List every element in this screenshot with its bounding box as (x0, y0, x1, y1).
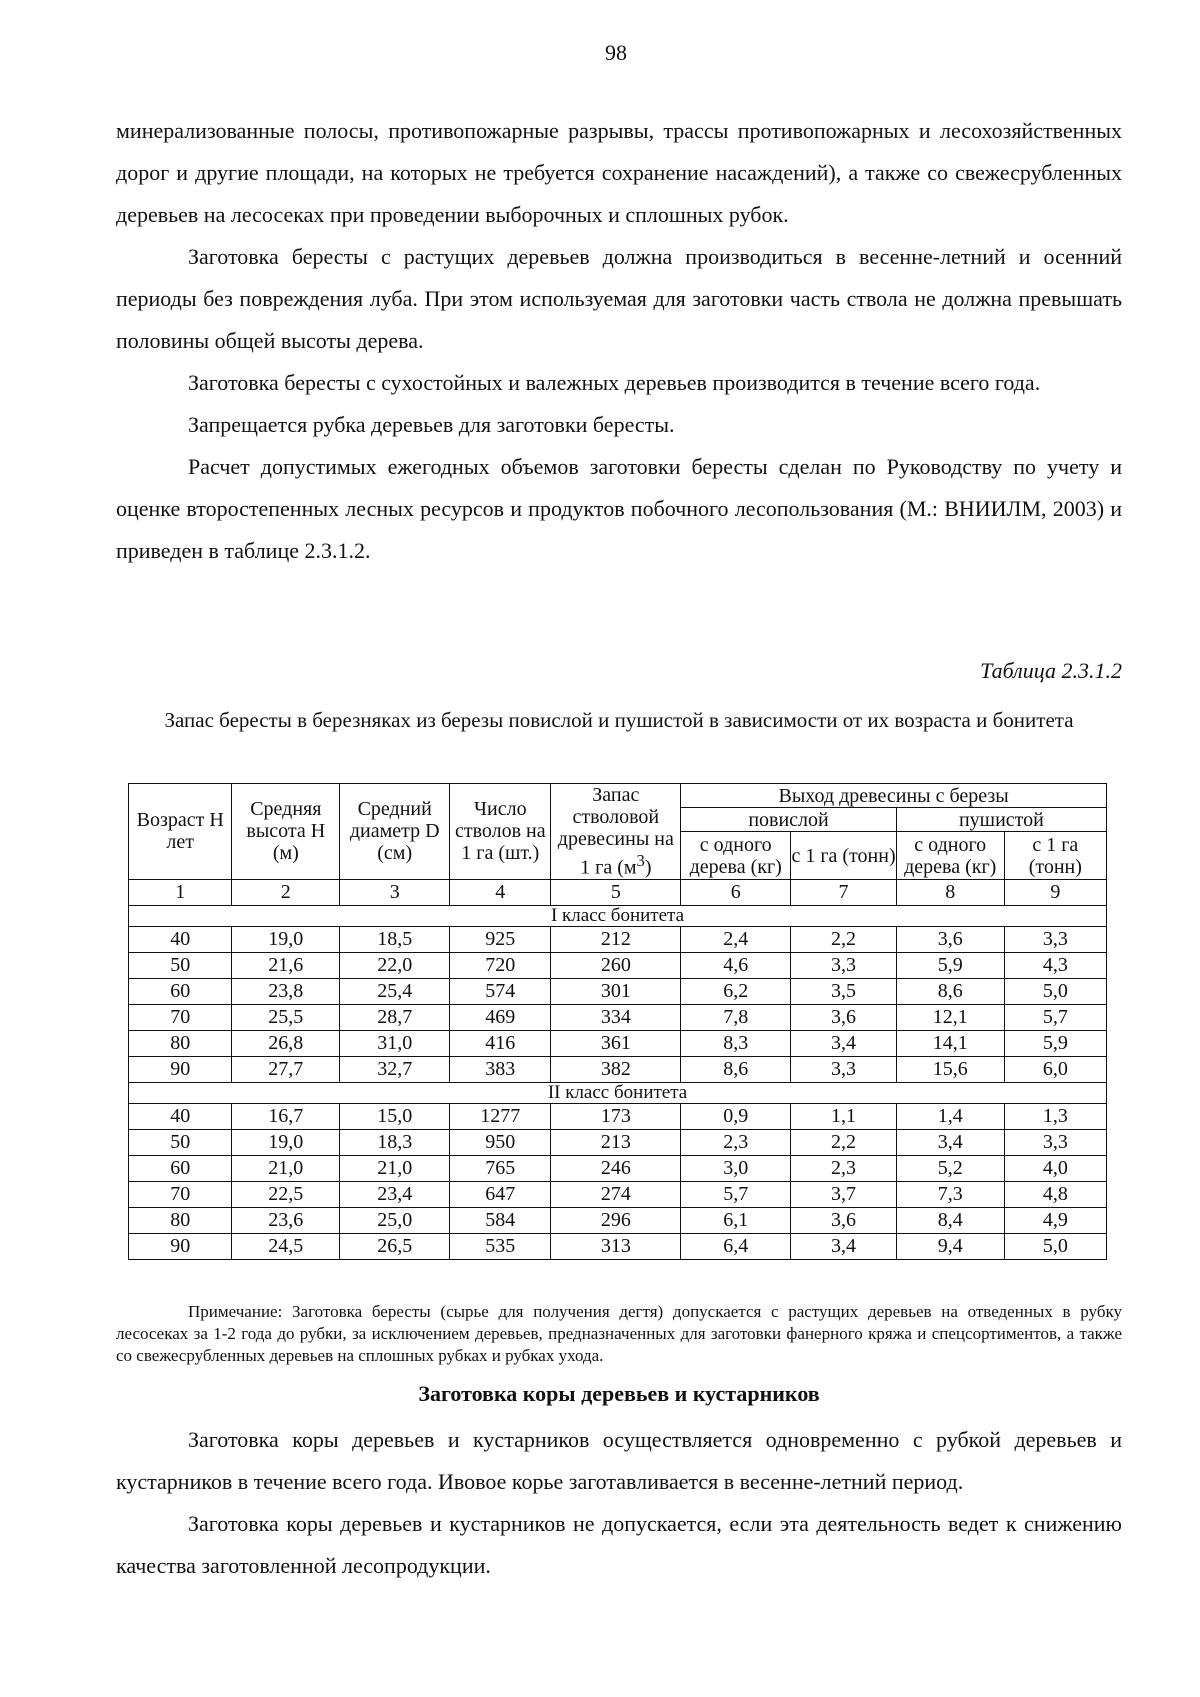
table-cell: 416 (450, 1030, 551, 1056)
table-cell: 12,1 (896, 1004, 1004, 1030)
table-cell: 40 (129, 1103, 232, 1129)
column-number: 7 (791, 879, 897, 905)
table-cell: 8,6 (681, 1056, 791, 1082)
table-cell: 18,5 (340, 926, 450, 952)
table-cell: 361 (551, 1030, 681, 1056)
table-cell: 469 (450, 1004, 551, 1030)
table-cell: 16,7 (232, 1103, 340, 1129)
table-cell: 21,0 (340, 1155, 450, 1181)
table-cell: 6,0 (1004, 1056, 1106, 1082)
table-cell: 1,1 (791, 1103, 897, 1129)
table-cell: 313 (551, 1233, 681, 1259)
table-row (129, 1030, 1107, 1056)
table-cell: 6,1 (681, 1207, 791, 1233)
paragraph: Заготовка бересты с сухостойных и валежных деревьев производится в течение всего года. (188, 370, 1041, 395)
table-cell: 7,8 (681, 1004, 791, 1030)
table-cell: 647 (450, 1181, 551, 1207)
table-cell: 3,7 (791, 1181, 897, 1207)
table-cell: 4,0 (1004, 1155, 1106, 1181)
table-cell: 1,4 (896, 1103, 1004, 1129)
table-cell: 70 (129, 1004, 232, 1030)
table-cell: 25,4 (340, 978, 450, 1004)
table-cell: 31,0 (340, 1030, 450, 1056)
table-row (129, 1004, 1107, 1030)
table-cell: 8,4 (896, 1207, 1004, 1233)
table-cell: 3,3 (1004, 926, 1106, 952)
table-cell: 3,0 (681, 1155, 791, 1181)
table-row (129, 1181, 1107, 1207)
header-stock-superscript: 3 (636, 851, 645, 870)
table-cell: 9,4 (896, 1233, 1004, 1259)
table-cell: 70 (129, 1181, 232, 1207)
table-cell: 925 (450, 926, 551, 952)
table-cell: 765 (450, 1155, 551, 1181)
table-cell: 22,5 (232, 1181, 340, 1207)
paragraph: Заготовка коры деревьев и кустарников осуществляется одновременно с рубкой деревьев и кустарников в течение всего года. Ивовое корье заготавливается в весенне-летний период. (116, 1427, 1122, 1494)
table-header (129, 784, 1107, 880)
column-number: 1 (129, 879, 232, 905)
table-cell: 24,5 (232, 1233, 340, 1259)
header-stems: Число стволов на 1 га (шт.) (450, 784, 551, 880)
table-cell: 6,2 (681, 978, 791, 1004)
table-cell: 3,5 (791, 978, 897, 1004)
table-cell: 274 (551, 1181, 681, 1207)
table-cell: 22,0 (340, 952, 450, 978)
table-cell: 3,4 (896, 1129, 1004, 1155)
table-cell: 5,7 (1004, 1004, 1106, 1030)
table-cell: 14,1 (896, 1030, 1004, 1056)
table-row (129, 1155, 1107, 1181)
table-cell: 4,3 (1004, 952, 1106, 978)
header-diameter: Средний диаметр D (см) (340, 784, 450, 880)
table-row (129, 1233, 1107, 1259)
table-cell: 26,8 (232, 1030, 340, 1056)
table-cell: 2,3 (681, 1129, 791, 1155)
table-cell: 383 (450, 1056, 551, 1082)
section-title: II класс бонитета (129, 1082, 1107, 1103)
table-cell: 80 (129, 1207, 232, 1233)
table-cell: 40 (129, 926, 232, 952)
table-cell: 535 (450, 1233, 551, 1259)
table-cell: 213 (551, 1129, 681, 1155)
table-cell: 5,0 (1004, 1233, 1106, 1259)
header-per-ha: с 1 га (тонн) (1004, 832, 1106, 879)
table-row (129, 926, 1107, 952)
table-note: Примечание: Заготовка бересты (сырье для получения дегтя) допускается с растущих деревьев на отведенных в рубку лесосеках за 1-2 года до рубки, за исключением деревьев, предназначенных для заготовки фанерного кряжа и спецсортиментов, а также со свежесрубленных деревьев на сплошных рубках и рубках ухода. (116, 1302, 1122, 1365)
table-cell: 26,5 (340, 1233, 450, 1259)
table-cell: 4,8 (1004, 1181, 1106, 1207)
table-cell: 4,6 (681, 952, 791, 978)
table-cell: 574 (450, 978, 551, 1004)
table-cell: 19,0 (232, 1129, 340, 1155)
table-cell: 19,0 (232, 926, 340, 952)
header-height: Средняя высота Н (м) (232, 784, 340, 880)
table-cell: 8,6 (896, 978, 1004, 1004)
table-cell: 5,0 (1004, 978, 1106, 1004)
header-pendula: повислой (681, 808, 897, 832)
table-body (129, 879, 1107, 1259)
table-cell: 212 (551, 926, 681, 952)
table-cell: 173 (551, 1103, 681, 1129)
table-cell: 18,3 (340, 1129, 450, 1155)
table-cell: 21,6 (232, 952, 340, 978)
table-row (129, 1103, 1107, 1129)
table-cell: 334 (551, 1004, 681, 1030)
table-cell: 5,2 (896, 1155, 1004, 1181)
table-cell: 3,6 (791, 1207, 897, 1233)
table-label: Таблица 2.3.1.2 (980, 658, 1122, 683)
table-cell: 301 (551, 978, 681, 1004)
table-cell: 60 (129, 978, 232, 1004)
table-cell: 5,9 (1004, 1030, 1106, 1056)
table-row (129, 1207, 1107, 1233)
column-number: 3 (340, 879, 450, 905)
column-number: 8 (896, 879, 1004, 905)
table-cell: 25,5 (232, 1004, 340, 1030)
header-per-ha: с 1 га (тонн) (791, 832, 897, 879)
table-row (129, 1056, 1107, 1082)
column-number: 5 (551, 879, 681, 905)
header-stock-text: Запас стволовой древесины на 1 га (м (557, 784, 674, 879)
table-cell: 27,7 (232, 1056, 340, 1082)
table-caption: Запас бересты в березняках из березы повислой и пушистой в зависимости от их возраста и бонитета (164, 708, 1074, 732)
section-heading: Заготовка коры деревьев и кустарников (418, 1381, 820, 1406)
table-cell: 3,3 (791, 1056, 897, 1082)
table-row (129, 952, 1107, 978)
table-cell: 3,4 (791, 1233, 897, 1259)
table-cell: 7,3 (896, 1181, 1004, 1207)
table-cell: 15,0 (340, 1103, 450, 1129)
paragraph: Расчет допустимых ежегодных объемов заготовки бересты сделан по Руководству по учету и оценке второстепенных лесных ресурсов и продуктов побочного лесопользования (М.: ВНИИЛМ, 2003) и приведен в таблице 2.3.1.2. (116, 454, 1122, 563)
table-cell: 2,4 (681, 926, 791, 952)
table-cell: 6,4 (681, 1233, 791, 1259)
table-cell: 4,9 (1004, 1207, 1106, 1233)
paragraph: минерализованные полосы, противопожарные разрывы, трассы противопожарных и лесохозяйственных дорог и другие площади, на которых не требуется сохранение насаждений), а также со свежесрубленных деревьев на лесосеках при проведении выборочных и сплошных рубок. (116, 118, 1122, 227)
table-cell: 2,2 (791, 926, 897, 952)
table-cell: 15,6 (896, 1056, 1004, 1082)
table-cell: 32,7 (340, 1056, 450, 1082)
table-cell: 584 (450, 1207, 551, 1233)
table-cell: 8,3 (681, 1030, 791, 1056)
table-cell: 23,6 (232, 1207, 340, 1233)
table-cell: 80 (129, 1030, 232, 1056)
section-title: I класс бонитета (129, 905, 1107, 926)
table-cell: 25,0 (340, 1207, 450, 1233)
table-cell: 5,9 (896, 952, 1004, 978)
table-cell: 50 (129, 952, 232, 978)
header-stock-close: ) (644, 856, 652, 879)
table-cell: 1,3 (1004, 1103, 1106, 1129)
table-cell: 2,2 (791, 1129, 897, 1155)
table-cell: 3,4 (791, 1030, 897, 1056)
data-table (128, 783, 1107, 1260)
table-cell: 260 (551, 952, 681, 978)
table-cell: 3,3 (791, 952, 897, 978)
section-row (129, 1082, 1107, 1103)
header-age: Возраст Н лет (129, 784, 232, 880)
header-per-tree: с одного дерева (кг) (681, 832, 791, 879)
table-cell: 296 (551, 1207, 681, 1233)
table-cell: 60 (129, 1155, 232, 1181)
table-row (129, 978, 1107, 1004)
table-row (129, 1129, 1107, 1155)
table-cell: 0,9 (681, 1103, 791, 1129)
header-stock (551, 784, 681, 880)
header-per-tree: с одного дерева (кг) (896, 832, 1004, 879)
table-cell: 720 (450, 952, 551, 978)
header-pubescens: пушистой (896, 808, 1106, 832)
column-number: 6 (681, 879, 791, 905)
table-cell: 23,4 (340, 1181, 450, 1207)
table-cell: 3,6 (896, 926, 1004, 952)
table-cell: 382 (551, 1056, 681, 1082)
column-number: 2 (232, 879, 340, 905)
page-number: 98 (605, 40, 627, 65)
column-number: 4 (450, 879, 551, 905)
column-number: 9 (1004, 879, 1106, 905)
paragraph: Заготовка бересты с растущих деревьев должна производиться в весенне-летний и осенний периоды без повреждения луба. При этом используемая для заготовки часть ствола не должна превышать половины общей высоты дерева. (116, 244, 1122, 353)
header-yield: Выход древесины с березы (681, 784, 1107, 808)
table-cell: 3,3 (1004, 1129, 1106, 1155)
table-cell: 23,8 (232, 978, 340, 1004)
table-cell: 50 (129, 1129, 232, 1155)
body-text-top (116, 110, 1122, 572)
table-cell: 246 (551, 1155, 681, 1181)
body-text-bottom (116, 1419, 1122, 1587)
table-cell: 5,7 (681, 1181, 791, 1207)
column-number-row (129, 879, 1107, 905)
table-cell: 90 (129, 1233, 232, 1259)
paragraph: Заготовка коры деревьев и кустарников не допускается, если эта деятельность ведет к снижению качества заготовленной лесопродукции. (116, 1511, 1122, 1578)
paragraph: Запрещается рубка деревьев для заготовки бересты. (188, 412, 675, 437)
table-cell: 3,6 (791, 1004, 897, 1030)
table-cell: 950 (450, 1129, 551, 1155)
section-row (129, 905, 1107, 926)
table-cell: 2,3 (791, 1155, 897, 1181)
table-cell: 28,7 (340, 1004, 450, 1030)
table-cell: 21,0 (232, 1155, 340, 1181)
table-cell: 90 (129, 1056, 232, 1082)
table-cell: 1277 (450, 1103, 551, 1129)
